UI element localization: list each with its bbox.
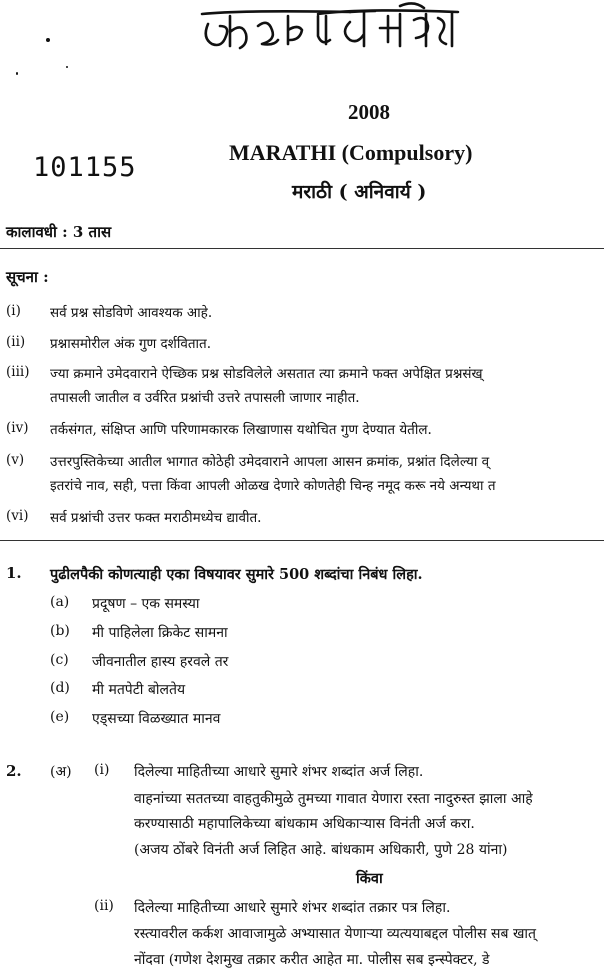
ink-dot — [46, 38, 50, 42]
option-label: (c) — [50, 652, 69, 668]
paper-code: 101155 — [33, 152, 137, 183]
instruction-number: (iii) — [6, 364, 30, 380]
option-text: जीवनातील हास्य हरवले तर — [92, 654, 229, 670]
instruction-item — [6, 452, 604, 496]
instruction-number: (i) — [6, 303, 21, 319]
subquestion-number: (i) — [94, 762, 110, 778]
instruction-number: (v) — [6, 452, 25, 468]
instruction-item — [6, 364, 604, 408]
instructions-heading: सूचना : — [6, 268, 49, 286]
instruction-text: प्रश्नासमोरील अंक गुण दर्शवितात. — [50, 336, 212, 352]
instruction-text: तपासली जातील व उर्वरित प्रश्नांची उत्तरे तपासली जाणार नाहीत. — [50, 390, 360, 406]
question-number: 1. — [6, 564, 22, 582]
option-text: मी पाहिलेला क्रिकेट सामना — [92, 625, 228, 641]
handwritten-title — [200, 2, 465, 54]
ink-dot — [66, 66, 68, 68]
exam-year: 2008 — [348, 100, 390, 124]
question-part: (अ) — [50, 764, 72, 780]
option-text: मी मतपेटी बोलतेय — [92, 682, 186, 698]
question-line: करण्यासाठी महापालिकेच्या बांधकाम अधिकाऱ्यास विनंती अर्ज करा. — [134, 816, 475, 832]
instruction-text: तर्कसंगत, संक्षिप्त आणि परिणामकारक लिखाणास यथोचित गुण देण्यात येतील. — [50, 422, 432, 438]
question-line: नोंदवा (गणेश देशमुख तक्रार करीत आहेत मा. पोलीस सब इन्स्पेक्टर, डे — [134, 952, 490, 968]
option-text: प्रदूषण – एक समस्या — [92, 596, 200, 612]
instruction-text: उत्तरपुस्तिकेच्या आतील भागात कोठेही उमेदवाराने आपला आसन क्रमांक, प्रश्नांत दिलेल्या व् — [50, 454, 490, 470]
option-label: (d) — [50, 680, 70, 696]
subquestion-number: (ii) — [94, 898, 114, 914]
duration: कालावधी : 3 तास — [6, 223, 112, 241]
question-line: दिलेल्या माहितीच्या आधारे सुमारे शंभर शब्दांत अर्ज लिहा. — [134, 764, 424, 780]
question-number: 2. — [6, 762, 22, 780]
instruction-text: इतरांचे नाव, सही, पत्ता किंवा आपली ओळख देणारे कोणतेही चिन्ह नमूद करू नये अन्यथा त — [50, 478, 496, 494]
or-separator: किंवा — [356, 870, 383, 887]
ink-dot — [16, 72, 18, 75]
option-label: (a) — [50, 594, 70, 610]
divider — [0, 540, 604, 541]
instruction-number: (vi) — [6, 508, 29, 524]
option-text: एड्सच्या विळख्यात मानव — [92, 711, 221, 727]
instruction-text: सर्व प्रश्नांची उत्तर फक्त मराठीमध्येच द्यावीत. — [50, 510, 262, 526]
question-line: वाहनांच्या सततच्या वाहतुकीमुळे तुमच्या गावात येणारा रस्ता नादुरुस्त झाला आहे — [134, 791, 533, 807]
instruction-text: ज्या क्रमाने उमेदवाराने ऐच्छिक प्रश्न सोडविलेले असतात त्या क्रमाने फक्त अपेक्षित प्रश्नसंख् — [50, 366, 483, 382]
question-line: रस्त्यावरील कर्कश आवाजामुळे अभ्यासात येणाऱ्या व्यत्ययाबद्दल पोलीस सब खात् — [134, 926, 537, 942]
instruction-text: सर्व प्रश्न सोडविणे आवश्यक आहे. — [50, 305, 213, 321]
instruction-number: (iv) — [6, 420, 29, 436]
instruction-number: (ii) — [6, 334, 26, 350]
option-label: (b) — [50, 623, 70, 639]
subject-marathi: मराठी ( अनिवार्य ) — [292, 181, 427, 203]
question-line: (अजय ठोंबरे विनंती अर्ज लिहित आहे. बांधकाम अधिकारी, पुणे 28 यांना) — [134, 842, 508, 858]
subject-english: MARATHI (Compulsory) — [229, 140, 473, 165]
option-label: (e) — [50, 709, 70, 725]
divider — [0, 248, 604, 249]
question-text: पुढीलपैकी कोणत्याही एका विषयावर सुमारे 500 शब्दांचा निबंध लिहा. — [50, 566, 423, 583]
question-line: दिलेल्या माहितीच्या आधारे सुमारे शंभर शब्दांत तक्रार पत्र लिहा. — [134, 900, 451, 916]
